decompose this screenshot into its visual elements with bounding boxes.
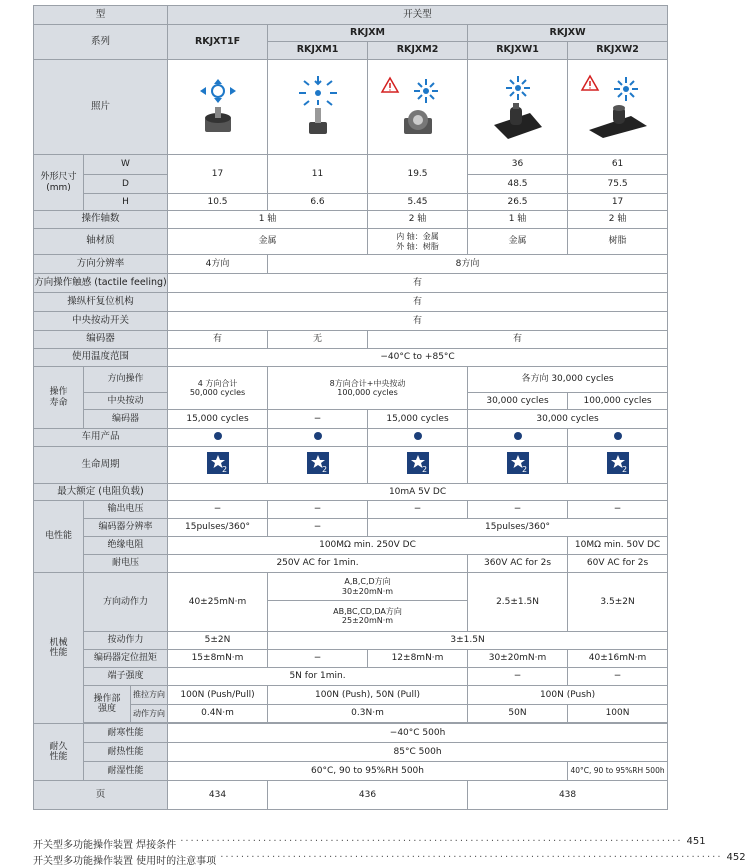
d-rkjxw2: 75.5 [568,175,668,194]
return-value: 有 [168,293,668,312]
footer-page: 451 [686,836,706,847]
lifecycle-stage: 2 [221,465,227,475]
h-rkjxw1: 26.5 [468,194,568,211]
dim-d-label: D [84,175,168,194]
type-value: 开关型 [168,6,668,25]
material-outer: 外 轴：树脂 [396,241,439,251]
photo-label: 照片 [34,60,168,155]
torque-rkjxm1: − [268,650,368,668]
rot-rkjxm: 0.3N·m [268,704,468,723]
life-dir-rkjxm [268,367,468,410]
auto-rkjxm1 [268,429,368,447]
life-label-text: 操作 寿命 [49,387,68,408]
terminal-rkjxw2: − [568,668,668,686]
eight-way-arrows-icon [496,73,540,103]
material-metal: 金属 [168,229,368,255]
torque-rkjxw1: 30±20mN·m [468,650,568,668]
model-rkjxm1: RKJXM1 [268,42,368,60]
footer-link-soldering[interactable] [33,836,706,851]
heat-value: 85°C 500h [168,743,668,762]
model-rkjxm2: RKJXM2 [368,42,468,60]
tactile-value: 有 [168,274,668,293]
life-dir-label: 方向操作 [84,367,168,393]
photo-rkjxt1f [168,60,268,155]
dirf-rkjxw1: 2.5±1.5N [468,573,568,632]
four-way-arrows-icon [196,78,240,104]
material-label: 轴材质 [34,229,168,255]
life-center-label: 中央按动 [84,393,168,410]
dims-label [34,155,84,211]
lifecycle-star-icon [607,452,629,474]
lifecycle-rkjxw2 [568,447,668,484]
center-switch-value: 有 [168,312,668,331]
pull-label: 推拉方向 [131,686,167,705]
endurance-label [34,724,84,781]
dirf-rkjxm-a [268,573,468,601]
humidity-label: 耐湿性能 [84,762,168,781]
model-rkjxw2: RKJXW2 [568,42,668,60]
life-label [34,367,84,429]
auto-label: 车用产品 [34,429,168,447]
rot-rkjxw1: 50N [468,704,568,723]
life-enc-rkjxt1f: 15,000 cycles [168,410,268,429]
w-rkjxm1: 11 [268,155,368,194]
out-rkjxm1: − [268,501,368,519]
pull-rkjxm: 100N (Push), 50N (Pull) [268,686,468,705]
joystick-switch-image [303,106,333,138]
torque-rkjxt1f: 15±8mN·m [168,650,268,668]
rating-value: 10mA 5V DC [168,484,668,501]
out-rkjxt1f: − [168,501,268,519]
torque-rkjxw2: 40±16mN·m [568,650,668,668]
insulation-main: 100MΩ min. 250V DC [168,537,568,555]
opstr-label: 操作部 强度 [84,686,131,722]
auto-rkjxt1f [168,429,268,447]
d-rkjxw1: 48.5 [468,175,568,194]
endurance-label-text: 耐久 性能 [49,741,68,762]
encoder-rkjxm1: 无 [268,331,368,349]
resolution-eight: 8方向 [268,255,668,274]
terminal-label: 端子强度 [84,668,168,686]
humidity-rkjxw2: 40°C, 90 to 95%RH 500h [568,762,668,781]
axes-two: 2 轴 [368,211,468,229]
page-rkjxt1f[interactable]: 434 [168,781,268,810]
photo-rkjxm2 [368,60,468,155]
auto-rkjxw2 [568,429,668,447]
life-enc-label: 编码器 [84,410,168,429]
life-dir-rkjxt1f-text: 4 方向合计 50,000 cycles [189,378,246,397]
spec-table [33,5,668,810]
dirf-rkjxm-a-text: A,B,C,D方向 30±20mN·m [341,577,394,596]
dirf-rkjxw2: 3.5±2N [568,573,668,632]
resolution-four: 4方向 [168,255,268,274]
automotive-dot-icon [414,432,422,440]
tactile-label: 方向操作触感 (tactile feeling) [34,274,168,293]
material-rkjxm2 [368,229,468,255]
lifecycle-stage: 2 [521,465,527,475]
terminal-main: 5N for 1min. [168,668,468,686]
joystick-module-image [490,103,546,141]
leader-dots: ································································································· [220,852,723,863]
out-rkjxw1: − [468,501,568,519]
voltage-label: 耐电压 [84,555,168,573]
axes-label: 操作轴数 [34,211,168,229]
lifecycle-star-icon [307,452,329,474]
w-rkjxw1: 36 [468,155,568,175]
life-dir-rkjxt1f [168,367,268,410]
lifecycle-rkjxt1f [168,447,268,484]
life-enc-rkjxm2: 15,000 cycles [368,410,468,429]
h-rkjxm1: 6.6 [268,194,368,211]
rotary-encoder-image [398,106,438,138]
enc-res-rkjxm1: − [268,519,368,537]
page-rkjxm[interactable]: 436 [268,781,468,810]
cold-value: −40°C 500h [168,724,668,743]
torque-rkjxm2: 12±8mN·m [368,650,468,668]
life-dir-rkjxw: 各方向 30,000 cycles [468,367,668,393]
eight-way-arrows-icon [296,76,340,106]
lifecycle-rkjxm1 [268,447,368,484]
opstr-cell [84,686,168,723]
torque-label: 编码器定位扭矩 [84,650,168,668]
out-label: 输出电压 [84,501,168,519]
eight-way-arrows-icon [378,76,458,106]
eight-way-arrows-icon [578,74,658,104]
voltage-rkjxw1: 360V AC for 2s [468,555,568,573]
axes-one: 1 轴 [168,211,368,229]
heat-label: 耐热性能 [84,743,168,762]
life-dir-rkjxm-text: 8方向合计+中央按动 100,000 cycles [329,378,406,397]
lifecycle-star-icon [507,452,529,474]
footer-link-precautions[interactable] [33,852,746,867]
auto-rkjxw1 [468,429,568,447]
lifecycle-star-icon [407,452,429,474]
series-rkjxw: RKJXW [468,25,668,42]
dim-w-label: W [84,155,168,175]
return-label: 操纵杆复位机构 [34,293,168,312]
automotive-dot-icon [614,432,622,440]
cold-label: 耐寒性能 [84,724,168,743]
joystick-module-image [587,104,649,140]
enc-res-rest: 15pulses/360° [368,519,668,537]
automotive-dot-icon [314,432,322,440]
w-rkjxw2: 61 [568,155,668,175]
push-label: 按动作力 [84,632,168,650]
encoder-rkjxt1f: 有 [168,331,268,349]
dims-label-text: 外形尺寸 (mm) [40,172,77,193]
push-rkjxt1f: 5±2N [168,632,268,650]
photo-rkjxm1 [268,60,368,155]
type-label: 型 [34,6,168,25]
mech-label-text: 机械 性能 [49,637,68,658]
pull-rkjxw: 100N (Push) [468,686,668,705]
lifecycle-label: 生命周期 [34,447,168,484]
insulation-label: 绝缘电阻 [84,537,168,555]
lifecycle-rkjxw1 [468,447,568,484]
page-label: 页 [34,781,168,810]
life-enc-rkjxw: 30,000 cycles [468,410,668,429]
axes-two-w2: 2 轴 [568,211,668,229]
push-rest: 3±1.5N [268,632,668,650]
voltage-rkjxw2: 60V AC for 2s [568,555,668,573]
footer-page: 452 [726,852,746,863]
rot-rkjxw2: 100N [568,704,668,723]
encoder-label: 编码器 [34,331,168,349]
series-rkjxt1f: RKJXT1F [168,25,268,60]
photo-rkjxw2 [568,60,668,155]
life-center-rkjxw2: 100,000 cycles [568,393,668,410]
automotive-dot-icon [514,432,522,440]
rating-label: 最大额定 (电阻负载) [34,484,168,501]
mech-label [34,573,84,724]
h-rkjxm2: 5.45 [368,194,468,211]
out-rkjxm2: − [368,501,468,519]
h-rkjxt1f: 10.5 [168,194,268,211]
life-enc-rkjxm1: − [268,410,368,429]
w-rkjxm2: 19.5 [368,155,468,194]
terminal-rkjxw1: − [468,668,568,686]
series-label: 系列 [34,25,168,60]
w-rkjxt1f: 17 [168,155,268,194]
enc-res-label: 编码器分辨率 [84,519,168,537]
page-rkjxw[interactable]: 438 [468,781,668,810]
photo-rkjxw1 [468,60,568,155]
joystick-switch-image [198,104,238,136]
dim-h-label: H [84,194,168,211]
leader-dots: ································································································· [180,836,683,847]
footer-title: 开关型多功能操作装置 使用时的注意事项 [33,856,217,867]
voltage-main: 250V AC for 1min. [168,555,468,573]
encoder-rest: 有 [368,331,668,349]
elec-label: 电性能 [34,501,84,573]
series-rkjxm: RKJXM [268,25,468,42]
footer-title: 开关型多功能操作装置 焊接条件 [33,840,177,851]
lifecycle-stage: 2 [621,465,627,475]
auto-rkjxm2 [368,429,468,447]
automotive-dot-icon [214,432,222,440]
material-rkjxw2: 树脂 [568,229,668,255]
dirf-rkjxm-b [268,601,468,632]
h-rkjxw2: 17 [568,194,668,211]
material-inner: 内 轴：金属 [396,232,439,242]
center-switch-label: 中央按动开关 [34,312,168,331]
temp-value: −40°C to +85°C [168,349,668,367]
lifecycle-stage: 2 [421,465,427,475]
temp-label: 使用温度范围 [34,349,168,367]
lifecycle-star-icon [207,452,229,474]
material-rkjxw1: 金属 [468,229,568,255]
dirf-rkjxm-b-text: AB,BC,CD,DA方向 25±20mN·m [333,606,402,625]
model-rkjxw1: RKJXW1 [468,42,568,60]
rot-label: 动作方向 [133,708,166,718]
humidity-main: 60°C, 90 to 95%RH 500h [168,762,568,781]
enc-res-rkjxt1f: 15pulses/360° [168,519,268,537]
dirf-rkjxt1f: 40±25mN·m [168,573,268,632]
out-rkjxw2: − [568,501,668,519]
dirf-label: 方向动作力 [84,573,168,632]
insulation-rkjxw2: 10MΩ min. 50V DC [568,537,668,555]
axes-one-w1: 1 轴 [468,211,568,229]
resolution-label: 方向分辨率 [34,255,168,274]
rot-rkjxt1f: 0.4N·m [168,704,268,723]
pull-rkjxt1f: 100N (Push/Pull) [168,686,268,705]
lifecycle-stage: 2 [321,465,327,475]
life-center-rkjxw1: 30,000 cycles [468,393,568,410]
lifecycle-rkjxm2 [368,447,468,484]
